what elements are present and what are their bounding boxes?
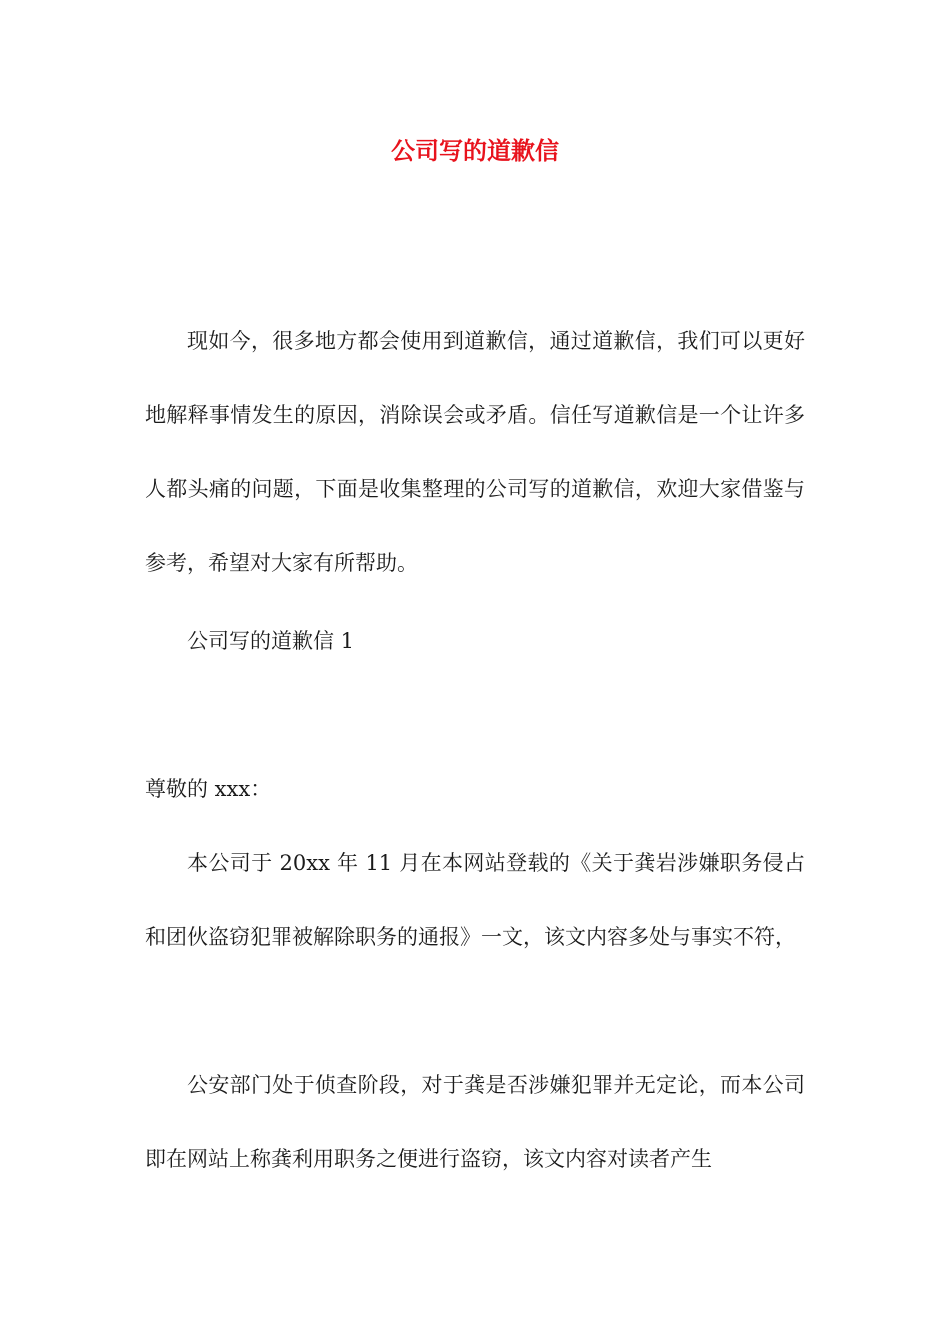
letter-heading: 公司写的道歉信 1: [187, 629, 355, 653]
salutation: 尊敬的 xxx：: [145, 777, 272, 801]
document-title: 公司写的道歉信: [391, 137, 559, 165]
intro-paragraph: 现如今，很多地方都会使用到道歉信，通过道歉信，我们可以更好地解释事情发生的原因，消除误会或矛盾。信任写道歉信是一个让许多人都头痛的问题，下面是收集整理的公司写的道歉信，欢迎大家借鉴与参考，希望对大家有所帮助。: [145, 329, 805, 575]
body-paragraph: 本公司于 20xx 年 11 月在本网站登载的《关于龚岩涉嫌职务侵占和团伙盗窃犯罪被解除职务的通报》一文，该文内容多处与事实不符，: [145, 851, 805, 949]
body-paragraph: 公安部门处于侦查阶段，对于龚是否涉嫌犯罪并无定论，而本公司即在网站上称龚利用职务之便进行盗窃，该文内容对读者产生: [145, 1073, 805, 1171]
